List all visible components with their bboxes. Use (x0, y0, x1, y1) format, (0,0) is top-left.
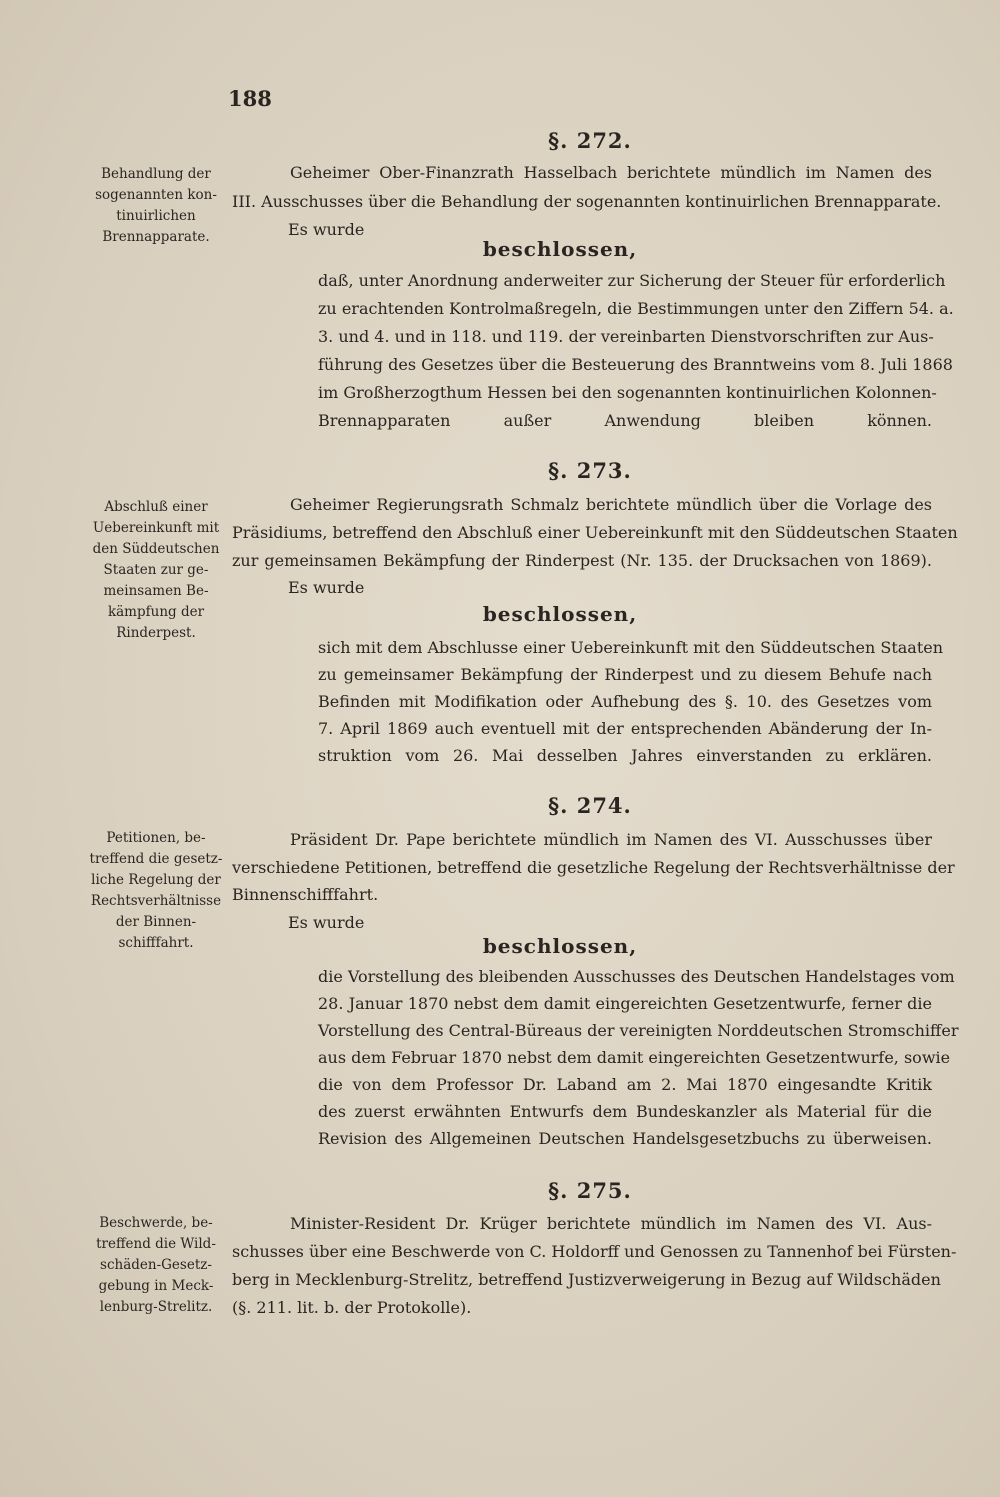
margin-note-line: Rechtsverhältnisse (90, 893, 222, 909)
margin-note-line: meinsamen Be- (103, 583, 209, 599)
intro-line: (§. 211. lit. b. der Protokolle). (232, 1298, 472, 1317)
resolution-line: 28. Januar 1870 nebst dem damit eingereichten Gesetzentwurfe, ferner die (318, 994, 932, 1013)
intro-line: Minister-Resident Dr. Krüger berichtete mündlich im Namen des VI. Aus- (290, 1214, 932, 1233)
resolution-line: zu gemeinsamer Bekämpfung der Rinderpest und zu diesem Behufe nach (318, 665, 932, 684)
resolution-line: sich mit dem Abschlusse einer Uebereinkunft mit den Süddeutschen Staaten (318, 638, 944, 657)
section-number: §. 275. (548, 1178, 632, 1203)
margin-note-line: Abschluß einer (104, 499, 208, 515)
margin-note-line: gebung in Meck- (98, 1278, 214, 1294)
section-number: §. 274. (548, 793, 632, 818)
margin-note-line: Behandlung der (101, 166, 211, 182)
beschlossen-heading: beschlossen, (482, 934, 638, 958)
resolution-line: struktion vom 26. Mai desselben Jahres einverstanden zu erklären. (318, 746, 932, 765)
section-number: §. 273. (548, 458, 632, 483)
margin-note-line: liche Regelung der (91, 872, 221, 888)
intro-line: verschiedene Petitionen, betreffend die gesetzliche Regelung der Rechtsverhältnisse der (232, 858, 955, 877)
resolution-line: aus dem Februar 1870 nebst dem damit eingereichten Gesetzentwurfe, sowie (318, 1048, 951, 1067)
resolution-line: Befinden mit Modifikation oder Aufhebung des §. 10. des Gesetzes vom (318, 692, 932, 711)
margin-note (86, 1213, 226, 1318)
resolution-line: Brennapparaten außer Anwendung bleiben können. (318, 411, 932, 430)
intro-line: zur gemeinsamen Bekämpfung der Rinderpest (Nr. 135. der Drucksachen von 1869). (232, 551, 932, 570)
margin-note-line: kämpfung der (107, 604, 205, 620)
margin-note-line: den Süddeutschen (92, 541, 220, 557)
intro-line: Präsident Dr. Pape berichtete mündlich im Namen des VI. Ausschusses über (290, 830, 932, 849)
margin-note-line: Brennapparate. (102, 229, 210, 245)
margin-note-line: treffend die gesetz- (89, 851, 223, 867)
beschlossen-heading: beschlossen, (482, 237, 638, 261)
intro-line: Präsidiums, betreffend den Abschluß einer Uebereinkunft mit den Süddeutschen Staaten (232, 523, 958, 542)
resolution-line: die Vorstellung des bleibenden Ausschusses des Deutschen Handelstages vom (318, 967, 955, 986)
intro-line: berg in Mecklenburg-Strelitz, betreffend Justizverweigerung in Bezug auf Wildschäden (232, 1270, 941, 1289)
resolution-line: im Großherzogthum Hessen bei den sogenannten kontinuirlichen Kolonnen- (318, 383, 937, 402)
margin-note-line: tinuirlichen (116, 208, 196, 224)
margin-note (86, 164, 226, 248)
resolution-line: Revision des Allgemeinen Deutschen Handelsgesetzbuchs zu überweisen. (318, 1129, 932, 1148)
resolution-line: 7. April 1869 auch eventuell mit der entsprechenden Abänderung der In- (318, 719, 932, 738)
resolution-line: daß, unter Anordnung anderweiter zur Sicherung der Steuer für erforderlich (318, 271, 946, 290)
resolution-line: Vorstellung des Central-Büreaus der vereinigten Norddeutschen Stromschiffer (318, 1021, 959, 1040)
es-wurde: Es wurde (288, 913, 365, 932)
resolution-line: des zuerst erwähnten Entwurfs dem Bundeskanzler als Material für die (318, 1102, 932, 1121)
margin-note-line: schifffahrt. (118, 935, 194, 951)
margin-note-line: Uebereinkunft mit (92, 520, 220, 536)
margin-note-line: sogenannten kon- (95, 187, 217, 203)
intro-line: III. Ausschusses über die Behandlung der sogenannten kontinuirlichen Brennapparate. (232, 192, 942, 211)
section-number: §. 272. (548, 128, 632, 153)
margin-note-line: Staaten zur ge- (103, 562, 209, 578)
resolution-line: 3. und 4. und in 118. und 119. der vereinbarten Dienstvorschriften zur Aus- (318, 327, 934, 346)
intro-line: schusses über eine Beschwerde von C. Holdorff und Genossen zu Tannenhof bei Fürsten- (232, 1242, 957, 1261)
page-number: 188 (228, 86, 272, 111)
beschlossen-heading: beschlossen, (482, 602, 638, 626)
resolution-line: führung des Gesetzes über die Besteuerung des Branntweins vom 8. Juli 1868 (318, 355, 953, 374)
intro-line: Geheimer Regierungsrath Schmalz berichtete mündlich über die Vorlage des (290, 495, 932, 514)
resolution-line: die von dem Professor Dr. Laband am 2. Mai 1870 eingesandte Kritik (318, 1075, 932, 1094)
margin-note-line: Petitionen, be- (106, 830, 206, 846)
es-wurde: Es wurde (288, 578, 365, 597)
margin-note-line: Rinderpest. (116, 625, 196, 641)
margin-note-line: der Binnen- (115, 914, 197, 930)
margin-note-line: lenburg-Strelitz. (99, 1299, 213, 1315)
margin-note-line: schäden-Gesetz- (100, 1257, 212, 1273)
es-wurde: Es wurde (288, 220, 365, 239)
margin-note-line: Beschwerde, be- (99, 1215, 213, 1231)
resolution-line: zu erachtenden Kontrolmaßregeln, die Bestimmungen unter den Ziffern 54. a. (318, 299, 954, 318)
intro-line: Geheimer Ober-Finanzrath Hasselbach berichtete mündlich im Namen des (290, 163, 932, 182)
intro-line: Binnenschifffahrt. (232, 885, 379, 904)
margin-note-line: treffend die Wild- (96, 1236, 216, 1252)
